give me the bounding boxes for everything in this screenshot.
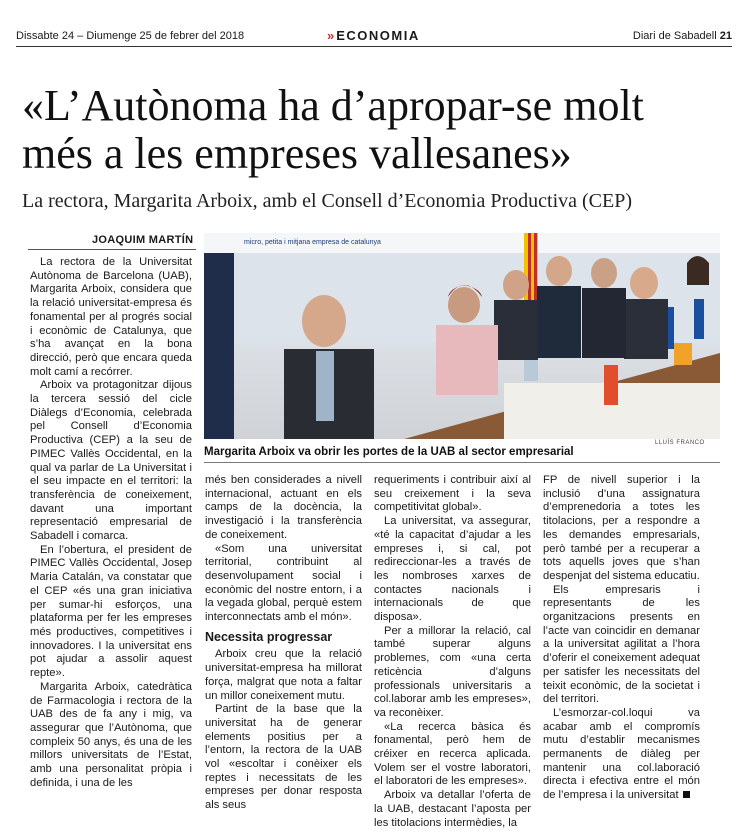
paragraph: «Som una universitat territorial, contribuint al desenvolupament social i econòmic del nostre entorn, i a la vegada global, perquè estem interconnectats amb el món». [205, 542, 362, 624]
section-subhead: Necessita progressar [205, 629, 333, 644]
paragraph: FP de nivell superior i la inclusió d’una assignatura d’emprenedoria a totes les titolacions, per a respondre a les demandes empresarials, però també per a recuperar a tots aquells joves que s’han despenjat del sistema educatiu. [543, 474, 700, 582]
paragraph: La rectora de la Universitat Autònoma de Barcelona (UAB), Margarita Arboix, considera que la relació universitat-empresa és fonamental per al progrés social i econòmic de Catalunya, que s’ha avançat en la bona direcció, però que encara queda molt camí a recórrer. [30, 256, 192, 378]
photo-banner-text: micro, petita i mitjana empresa de catalunya [244, 239, 381, 246]
headline-line-2: més a les empreses vallesanes» [22, 129, 572, 178]
subheadline: La rectora, Margarita Arboix, amb el Consell d’Economia Productiva (CEP) [22, 190, 633, 212]
section-name: ECONOMIA [336, 28, 420, 43]
paper-name: Diari de Sabadell [632, 30, 717, 42]
paragraph-text: L’esmorzar-col.loqui va acabar amb el compromís mutu d’establir mecanismes permanents de diàleg per mantenir una col.laboració directa i efectiva entre el món de l’empresa i la universitat [543, 706, 700, 802]
page-header [16, 28, 732, 46]
issue-date: Dissabte 24 – Diumenge 25 de febrer del 2018 [16, 30, 245, 42]
paragraph: més ben considerades a nivell internacional, actuant en els camps de la docència, la investigació i la transferència de coneixement. [205, 474, 362, 541]
headline [22, 82, 734, 178]
paragraph: La universitat, va assegurar, «té la capacitat d’ajudar a les empreses i, si cal, pot redireccionar-les a través de les nombroses xarxes de contactes nacionals i internacionals de que disposa». [374, 515, 531, 624]
paragraph: Arboix creu que la relació universitat-empresa ha millorat força, malgrat que nota a faltar un millor coneixement mutu. [205, 648, 362, 702]
paragraph [543, 707, 700, 803]
section-marker: » [327, 28, 333, 43]
header-rule [16, 46, 732, 47]
author-byline: JOAQUIM MARTÍN [92, 234, 194, 246]
photo-credit: LLUÍS FRANCO [655, 440, 705, 446]
paragraph: requeriments i contribuir així al seu creixement i la seva competitivitat global». [374, 474, 531, 514]
paragraph: Partint de la base que la universitat ha de generar elements positius per a l’entorn, la rectora de la UAB vol «escoltar i conèixer els reptes i necessitats de les empreses per donar resposta als seus [205, 703, 362, 812]
meeting-photo-illustration [204, 233, 720, 439]
paragraph: En l’obertura, el president de PIMEC Vallès Occidental, Josep Maria Catalán, va constatar que el CEP «és una gran iniciativa per sumar-hi esforços, una plataforma per fer les empreses més productives, competitives i innovadores. I la universitat ens pot ajudar a assolir aquest repte». [30, 543, 192, 680]
paragraph: «La recerca bàsica és fonamental, però hem de créixer en recerca aplicada. Volem ser el vostre laboratori, el laboratori de les empreses». [374, 720, 531, 788]
paragraph: Els empresaris i representants de les organitzacions presents en l’acte van coincidir en demanar a la universitat agilitat a l’hora d’oferir el coneixement adequat per satisfer les necessitats del teixit econòmic, de la societat i del territori. [543, 583, 700, 706]
headline-line-1: «L’Autònoma ha d’apropar-se molt [22, 81, 644, 130]
article-photo [204, 233, 720, 439]
column-4 [543, 474, 700, 803]
section-label [327, 28, 420, 43]
paragraph: Arboix va protagonitzar dijous la tercera sessió del cicle Diàlegs d’Economia, celebrada pel Consell d’Economia Productiva (CEP) a la seu de PIMEC Vallès Occidental, en la qual va parlar de La Universitat i el seu impacte en el territori: la transferència de coneixement, davant una important representació empresarial de Sabadell i comarca. [30, 379, 192, 543]
page-info [633, 30, 732, 42]
caption-rule [204, 462, 720, 463]
paragraph: Margarita Arboix, catedràtica de Farmacologia i rectora de la UAB des de fa any i mig, va assegurar que l’Autònoma, que compleix 50 anys, és una de les millors universitats de l’Estat, amb una personalitat pròpia i definida, i una de les [30, 680, 192, 789]
photo-caption: Margarita Arboix va obrir les portes de la UAB al sector empresarial [204, 446, 574, 458]
author-rule [28, 249, 196, 250]
end-mark-icon [683, 791, 690, 798]
paragraph: Arboix va detallar l’oferta de la UAB, destacant l’aposta per les titolacions intermèdies, la [374, 789, 531, 829]
column-2 [205, 474, 362, 813]
column-1 [30, 256, 192, 790]
paragraph: Per a millorar la relació, cal també superar alguns problemes, com «una certa reticència d’alguns professionals universitaris a col.laborar amb les empreses», va reconèixer. [374, 624, 531, 719]
column-3 [374, 474, 531, 830]
page-number: 21 [719, 30, 732, 42]
